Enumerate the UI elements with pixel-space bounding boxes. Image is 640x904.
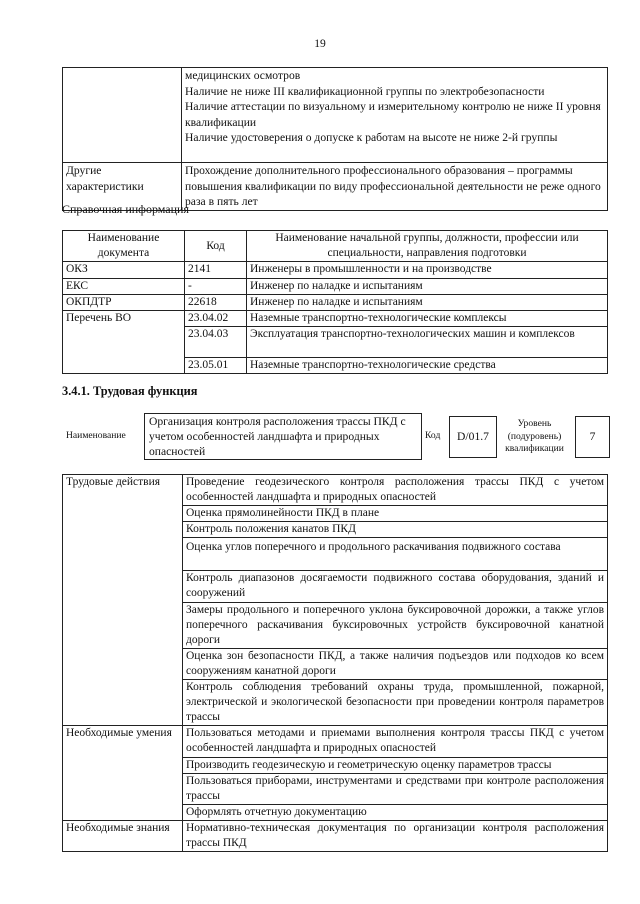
required-skill: Пользоваться приборами, инструментами и средствами при контроле расположения трассы — [183, 773, 608, 804]
labor-action: Проведение геодезического контроля расположения трассы ПКД с учетом особенностей ландшафта и природных опасностей — [183, 475, 608, 506]
required-skills-label: Необходимые умения — [63, 726, 183, 821]
ref-name-cell: Наземные транспортно-технологические средства — [247, 358, 608, 374]
header-code: Код — [185, 231, 247, 262]
function-name-box: Организация контроля расположения трассы ПКД с учетом особенностей ландшафта и природных опасностей — [144, 413, 422, 460]
labor-function-heading: 3.4.1. Трудовая функция — [62, 384, 198, 398]
labor-action: Замеры продольного и поперечного уклона буксировочной дорожки, а также углов поперечного раскачивания буксировочных устройств буксировочной канатной дороги — [183, 602, 608, 648]
labor-action: Контроль соблюдения требований охраны труда, промышленной, пожарной, электрической и экологической безопасности при проведении контроля параметров трассы — [183, 680, 608, 726]
other-characteristics-label: Другие характеристики — [63, 163, 182, 211]
ref-code-cell: 23.04.02 — [185, 311, 247, 327]
labor-action: Контроль диапазонов досягаемости подвижного состава оборудования, зданий и сооружений — [183, 571, 608, 602]
labor-action: Контроль положения канатов ПКД — [183, 522, 608, 538]
ref-name-cell: Эксплуатация транспортно-технологических машин и комплексов — [247, 327, 608, 358]
code-label: Код — [425, 430, 441, 441]
ref-name-cell: Наземные транспортно-технологические комплексы — [247, 311, 608, 327]
ref-code-cell: 23.04.03 — [185, 327, 247, 358]
ref-doc-cell: ОКПДТР — [63, 294, 185, 310]
requirement-line: Наличие аттестации по визуальному и измерительному контролю не ниже II уровня квалификации — [185, 100, 601, 129]
ref-name-cell: Инженер по наладке и испытаниям — [247, 278, 608, 294]
required-knowledge: Нормативно-техническая документация по организации контроля расположения трассы ПКД — [183, 820, 608, 851]
level-label: Уровень (подуровень) квалификации — [505, 418, 564, 455]
requirement-line: Наличие не ниже III квалификационной группы по электробезопасности — [185, 84, 545, 98]
reference-table — [62, 230, 608, 374]
ref-code-cell: 2141 — [185, 262, 247, 278]
ref-code-cell: 22618 — [185, 294, 247, 310]
function-code-box: D/01.7 — [449, 416, 497, 458]
labor-action: Оценка углов поперечного и продольного раскачивания подвижного состава — [183, 538, 608, 571]
labor-action: Оценка зон безопасности ПКД, а также наличия подъездов или подходов ко всем сооружениям канатной дороги — [183, 648, 608, 679]
page-number: 19 — [314, 37, 326, 50]
ref-doc-cell: Перечень ВО — [63, 311, 185, 374]
ref-name-cell: Инженеры в промышленности и на производстве — [247, 262, 608, 278]
header-document: Наименование документа — [63, 231, 185, 262]
labor-action: Оценка прямолинейности ПКД в плане — [183, 506, 608, 522]
empty-label-cell — [63, 68, 182, 163]
other-characteristics-value: Прохождение дополнительного профессионального образования – программы повышения квалификации по виду профессиональной деятельности не реже одного раза в пять лет — [182, 163, 608, 211]
ref-code-cell: 23.05.01 — [185, 358, 247, 374]
reference-info-title: Справочная информация — [62, 202, 189, 216]
qualification-requirements-table — [62, 67, 608, 211]
required-skill: Пользоваться методами и приемами выполнения контроля трассы ПКД с учетом особенностей ландшафта и природных опасностей — [183, 726, 608, 757]
requirement-line: Наличие удостоверения о допуске к работам на высоте не ниже 2-й группы — [185, 131, 558, 144]
ref-code-cell: - — [185, 278, 247, 294]
ref-name-cell: Инженер по наладке и испытаниям — [247, 294, 608, 310]
ref-doc-cell: ОКЗ — [63, 262, 185, 278]
required-knowledge-label: Необходимые знания — [63, 820, 183, 851]
ref-doc-cell: ЕКС — [63, 278, 185, 294]
qualification-level-box: 7 — [575, 416, 610, 458]
labor-function-table — [62, 474, 608, 852]
required-skill: Производить геодезическую и геометрическую оценку параметров трассы — [183, 757, 608, 773]
name-label: Наименование — [66, 430, 126, 441]
labor-actions-label: Трудовые действия — [63, 475, 183, 726]
requirement-line: медицинских осмотров — [185, 69, 301, 82]
required-skill: Оформлять отчетную документацию — [183, 804, 608, 820]
header-name: Наименование начальной группы, должности, профессии или специальности, направления подготовки — [247, 231, 608, 262]
requirements-cell — [182, 68, 608, 163]
